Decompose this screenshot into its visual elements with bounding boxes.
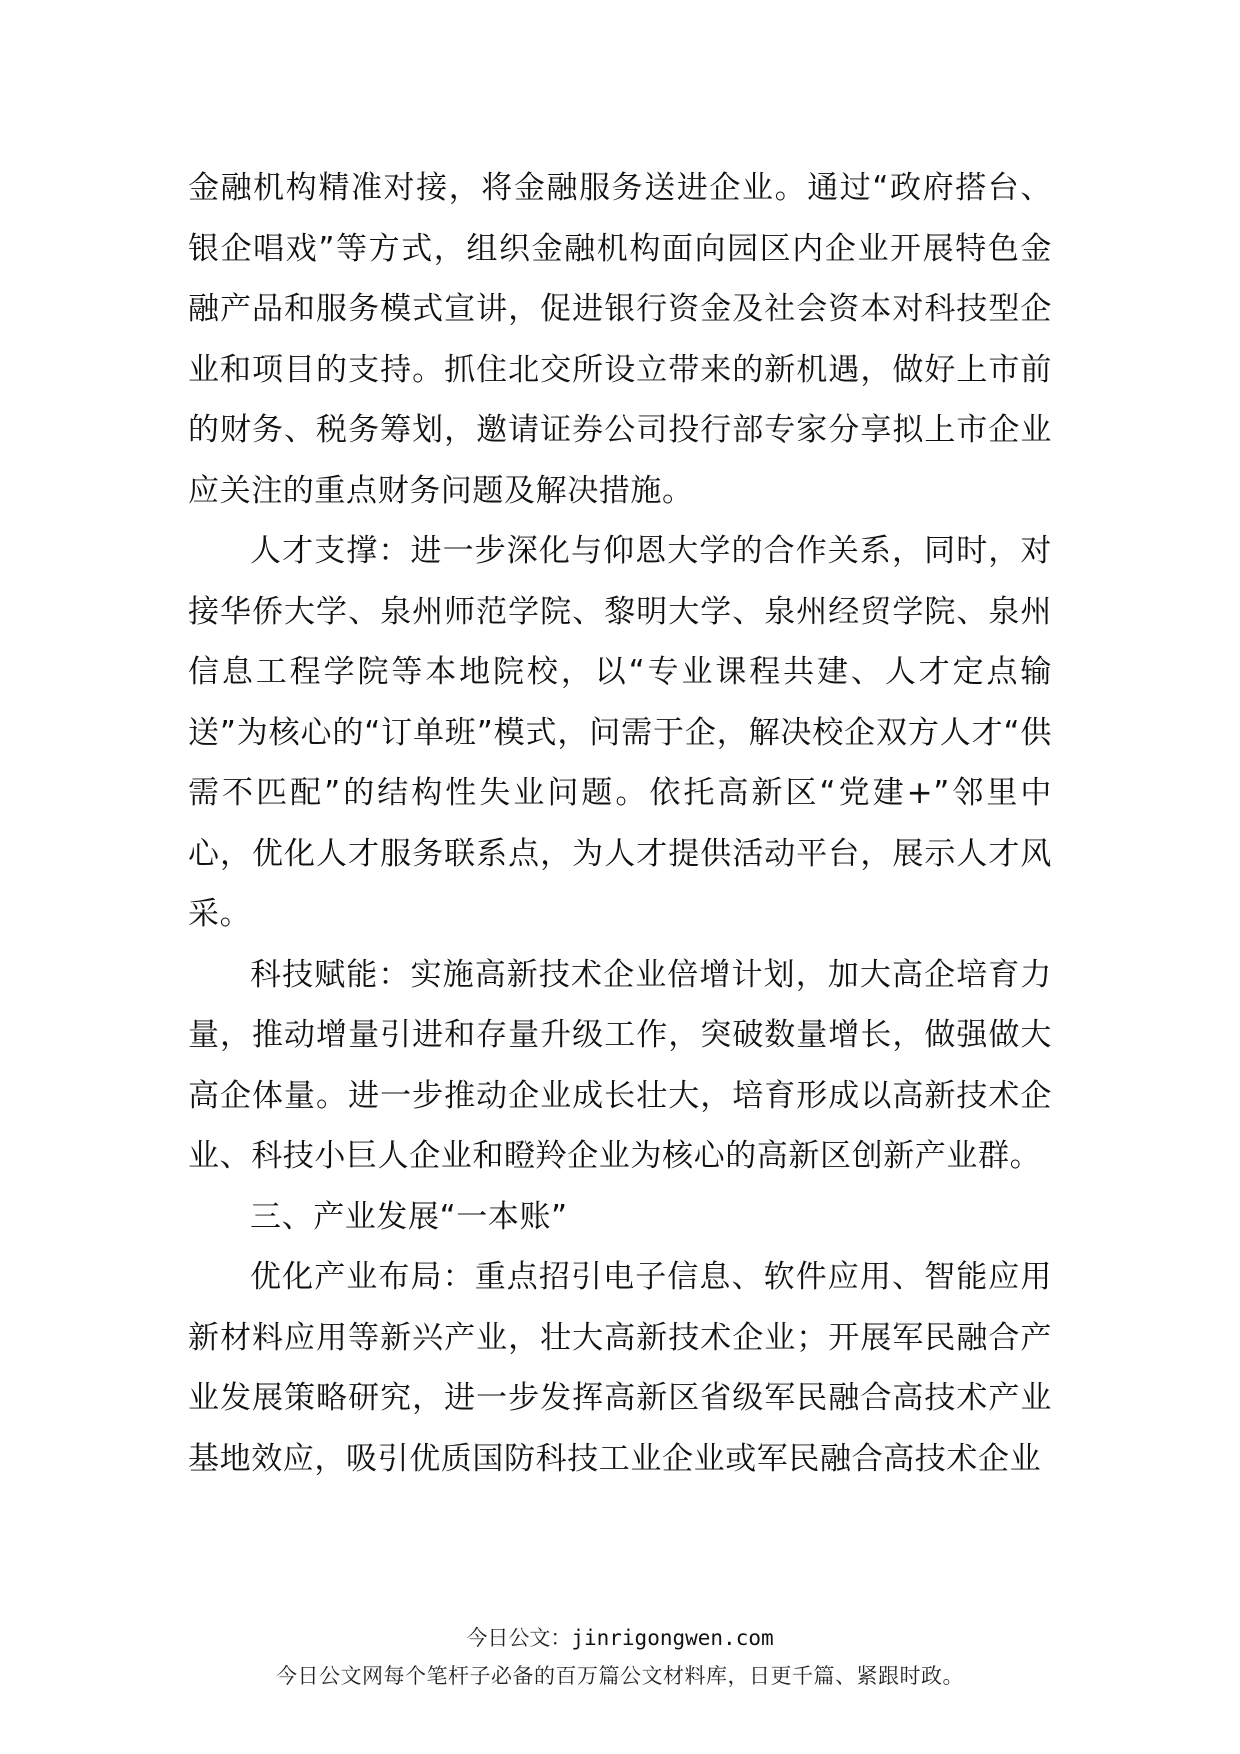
section-heading-industry: 三、产业发展“一本账” — [250, 1198, 568, 1235]
paragraph-finance: 金融机构精准对接，将金融服务送进企业。通过“政府搭台、银企唱戏”等方式，组织金融机构面向园区内企业开展特色金融产品和服务模式宣讲，促进银行资金及社会资本对科技型企业和项目的支持。抓住北交所设立带来的新机遇，做好上市前的财务、税务筹划，邀请证券公司投行部专家分享拟上市企业应关注的重点财务问题及解决措施。 — [188, 170, 1052, 509]
footer-slogan: 今日公文网每个笔杆子必备的百万篇公文材料库，日更千篇、紧跟时政。 — [276, 1664, 964, 1688]
footer-site-url[interactable]: jinrigongwen.com — [571, 1626, 774, 1650]
paragraph-tech-empowerment: 科技赋能：实施高新技术企业倍增计划，加大高企培育力量，推动增量引进和存量升级工作，突破数量增长，做强做大高企体量。进一步推动企业成长壮大，培育形成以高新技术企业、科技小巨人企业和瞪羚企业为核心的高新区创新产业群。 — [188, 956, 1052, 1174]
paragraph-industry-layout: 优化产业布局：重点招引电子信息、软件应用、智能应用新材料应用等新兴产业，壮大高新技术企业；开展军民融合产业发展策略研究，进一步发挥高新区省级军民融合高技术产业基地效应，吸引优质国防科技工业企业或军民融合高技术企业 — [188, 1259, 1052, 1477]
paragraph-talent-support: 人才支撑：进一步深化与仰恩大学的合作关系，同时，对接华侨大学、泉州师范学院、黎明大学、泉州经贸学院、泉州信息工程学院等本地院校，以“专业课程共建、人才定点输送”为核心的“订单班”模式，问需于企，解决校企双方人才“供需不匹配”的结构性失业问题。依托高新区“党建+”邻里中心，优化人才服务联系点，为人才提供活动平台，展示人才风采。 — [188, 533, 1052, 932]
footer-site-line — [0, 1622, 1240, 1652]
footer-site-label: 今日公文： — [466, 1626, 572, 1650]
document-body — [188, 158, 1052, 1489]
